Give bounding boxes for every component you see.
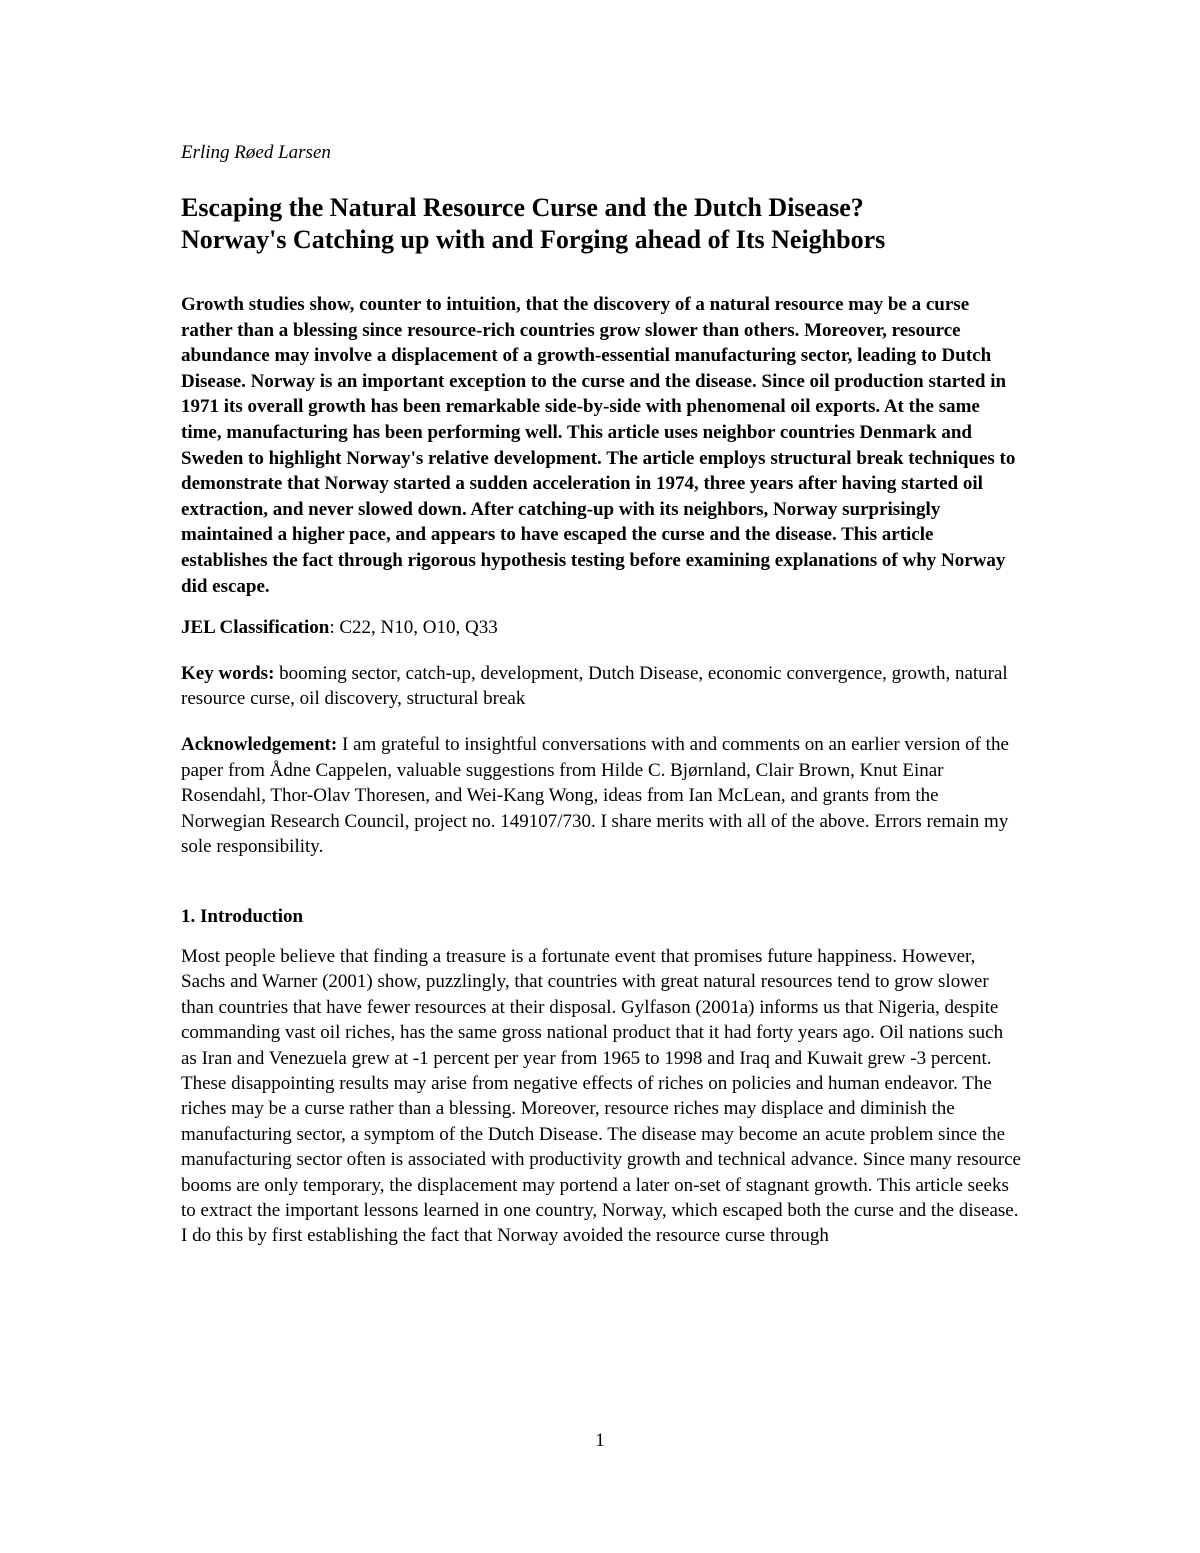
keywords-label: Key words: [181, 662, 275, 684]
paper-page [181, 140, 1021, 1249]
keywords [181, 661, 1021, 712]
keywords-value: booming sector, catch-up, development, Dutch Disease, economic convergence, growth, natural resource curse, oil discovery, structural break [181, 662, 1008, 710]
jel-label: JEL Classification [181, 617, 330, 639]
author-name: Erling Røed Larsen [181, 142, 331, 163]
introduction-text: Most people believe that finding a treasure is a fortunate event that promises future happiness. However, Sachs and Warner (2001) show, puzzlingly, that countries with great natural resources tend to grow slower than countries that have fewer resources at their disposal. Gylfason (2001a) informs us that Nigeria, despite commanding vast oil riches, has the same gross national product that it had forty years ago. Oil nations such as Iran and Venezuela grew at -1 percent per year from 1965 to 1998 and Iraq and Kuwait grew -3 percent. These disappointing results may arise from negative effects of riches on policies and human endeavor. The riches may be a curse rather than a blessing. Moreover, resource riches may displace and diminish the manufacturing sector, a symptom of the Dutch Disease. The disease may become an acute problem since the manufacturing sector often is associated with productivity growth and technical advance. Since many resource booms are only temporary, the displacement may portend a later on-set of stagnant growth. This article seeks to extract the important lessons learned in one country, Norway, which escaped both the curse and the disease. I do this by first establishing the fact that Norway avoided the resource curse through [181, 945, 1021, 1247]
acknowledgement [181, 732, 1021, 860]
paper-title-line-1: Escaping the Natural Resource Curse and the Dutch Disease? [181, 193, 864, 222]
paper-title-line-2: Norway's Catching up with and Forging ahead of Its Neighbors [181, 225, 886, 254]
paper-title [181, 192, 1021, 256]
jel-classification [181, 615, 1021, 641]
acknowledgement-label: Acknowledgement: [181, 733, 338, 755]
jel-value: : C22, N10, O10, Q33 [329, 617, 498, 639]
acknowledgement-value: I am grateful to insightful conversations with and comments on an earlier version of the paper from Ådne Cappelen, valuable suggestions from Hilde C. Bjørnland, Clair Brown, Knut Einar Rosendahl, Thor-Olav Thoresen, and Wei-Kang Wong, ideas from Ian McLean, and grants from the Norwegian Research Council, project no. 149107/730. I share merits with all of the above. Errors remain my sole responsibility. [181, 733, 1009, 858]
section-heading-introduction: 1. Introduction [181, 905, 304, 927]
abstract: Growth studies show, counter to intuition, that the discovery of a natural resource may be a curse rather than a blessing since resource-rich countries grow slower than others. Moreover, resource abundance may involve a displacement of a growth-essential manufacturing sector, leading to Dutch Disease. Norway is an important exception to the curse and the disease. Since oil production started in 1971 its overall growth has been remarkable side-by-side with phenomenal oil exports. At the same time, manufacturing has been performing well. This article uses neighbor countries Denmark and Sweden to highlight Norway's relative development. The article employs structural break techniques to demonstrate that Norway started a sudden acceleration in 1974, three years after having started oil extraction, and never slowed down. After catching-up with its neighbors, Norway surprisingly maintained a higher pace, and appears to have escaped the curse and the disease. This article establishes the fact through rigorous hypothesis testing before examining explanations of why Norway did escape. [181, 294, 1016, 597]
page-number: 1 [595, 1430, 605, 1451]
